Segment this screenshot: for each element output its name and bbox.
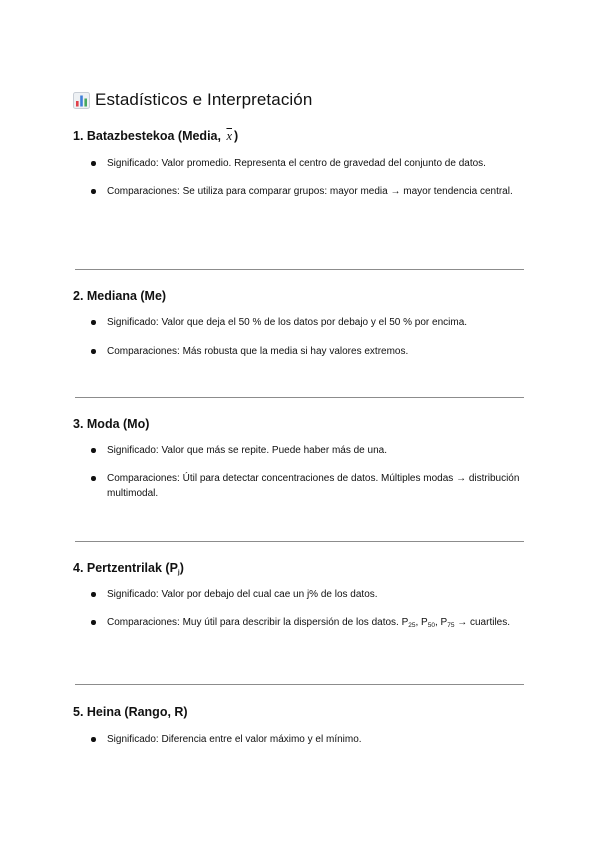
list-item bbox=[73, 615, 533, 630]
section-divider bbox=[75, 541, 524, 542]
separator: , P bbox=[434, 617, 448, 628]
bullet-list bbox=[73, 732, 533, 747]
section-heina bbox=[73, 705, 533, 747]
section-pertzentrilak bbox=[73, 561, 533, 630]
document-title bbox=[73, 90, 312, 110]
list-item: Comparaciones: Se utiliza para comparar grupos: mayor media → mayor tendencia central. bbox=[73, 184, 533, 199]
bar-chart-icon bbox=[73, 92, 90, 109]
bullet-list bbox=[73, 156, 533, 199]
section-heading: 5. Heina (Rango, R) bbox=[73, 705, 188, 719]
section-divider bbox=[75, 269, 524, 270]
heading-text: 4. Pertzentrilak (P bbox=[73, 561, 178, 575]
bullet-list bbox=[73, 315, 533, 359]
list-item: Significado: Diferencia entre el valor máximo y el mínimo. bbox=[73, 732, 533, 747]
section-media bbox=[73, 129, 533, 199]
subscript: 25 bbox=[408, 622, 416, 629]
bullet-list bbox=[73, 587, 533, 630]
section-divider bbox=[75, 684, 524, 685]
heading-text: 1. Batazbestekoa (Media, bbox=[73, 129, 221, 143]
heading-suffix: ) bbox=[234, 129, 239, 143]
list-item: Significado: Valor por debajo del cual cae un j% de los datos. bbox=[73, 587, 533, 602]
list-item: Significado: Valor promedio. Representa el centro de gravedad del conjunto de datos. bbox=[73, 156, 533, 171]
list-item: Comparaciones: Más robusta que la media si hay valores extremos. bbox=[73, 344, 533, 359]
subscript: 50 bbox=[427, 622, 435, 629]
section-mediana bbox=[73, 289, 533, 359]
list-item: Significado: Valor que deja el 50 % de los datos por debajo y el 50 % por encima. bbox=[73, 315, 533, 330]
section-moda bbox=[73, 417, 533, 501]
section-heading bbox=[73, 561, 533, 575]
list-item: Comparaciones: Útil para detectar concentraciones de datos. Múltiples modas → distribución multimodal. bbox=[73, 471, 533, 501]
list-item: Significado: Valor que más se repite. Puede haber más de una. bbox=[73, 443, 533, 458]
item-text: Comparaciones: Muy útil para describir la dispersión de los datos. P bbox=[107, 617, 409, 628]
item-text: → cuartiles. bbox=[454, 617, 511, 628]
subscript: 75 bbox=[447, 622, 455, 629]
document-title-text: Estadísticos e Interpretación bbox=[95, 90, 313, 109]
x-bar-symbol: x bbox=[226, 129, 233, 143]
heading-subscript: j bbox=[177, 569, 180, 576]
section-heading bbox=[73, 129, 533, 144]
separator: , P bbox=[415, 617, 428, 628]
heading-suffix: ) bbox=[179, 561, 184, 575]
section-heading: 2. Mediana (Me) bbox=[73, 289, 167, 303]
section-divider bbox=[75, 397, 524, 398]
bullet-list bbox=[73, 443, 533, 501]
section-heading: 3. Moda (Mo) bbox=[73, 417, 150, 431]
